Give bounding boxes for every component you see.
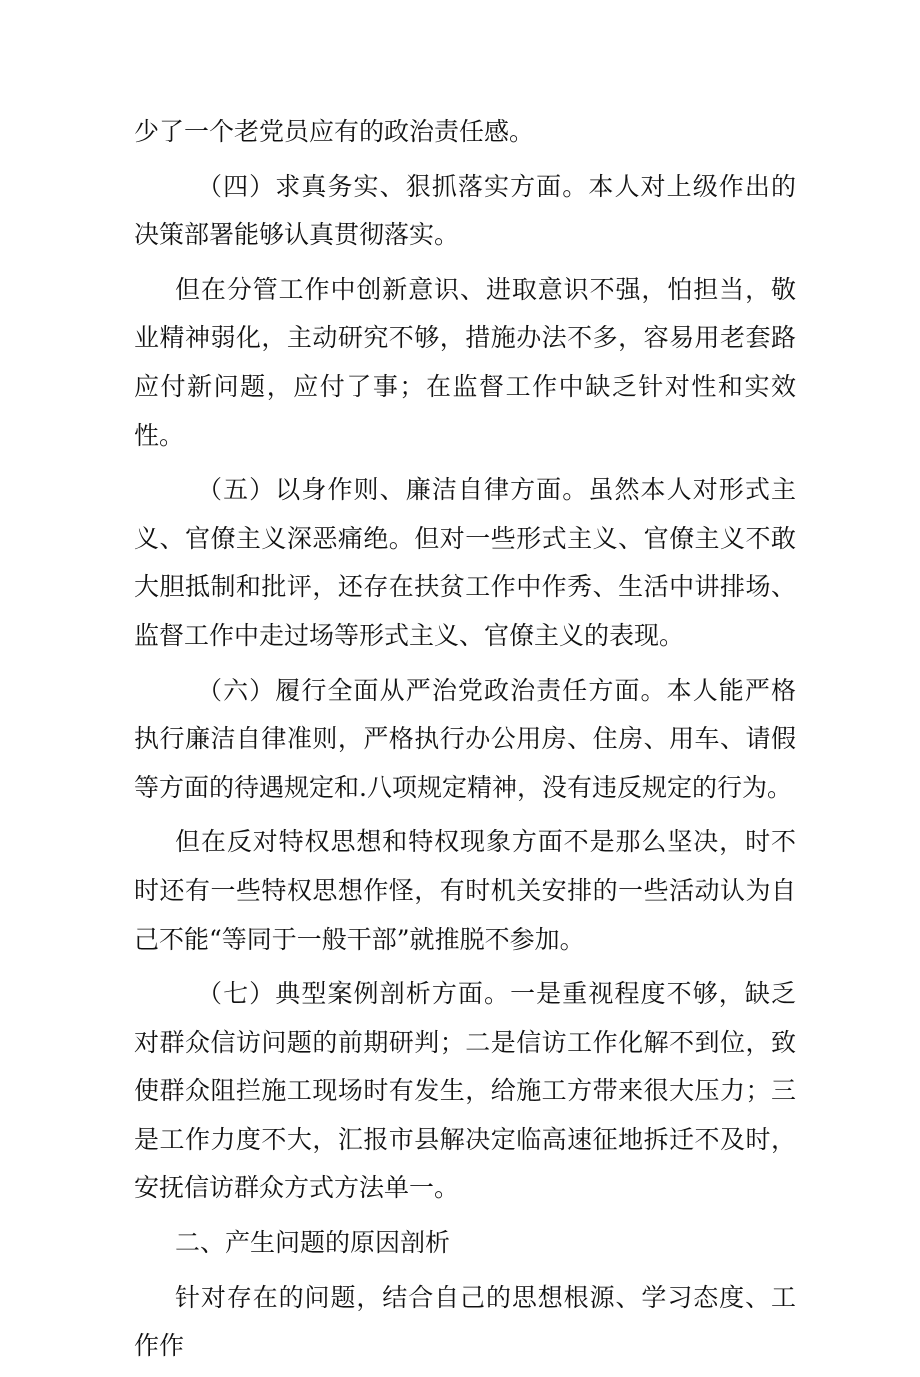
paragraph-continuation: 少了一个老党员应有的政治责任感。	[134, 117, 535, 146]
paragraph-section-four-detail: 但在分管工作中创新意识、进取意识不强，怕担当，敬业精神弱化，主动研究不够，措施办法不多，容易用老套路应付新问题，应付了事；在监督工作中缺乏针对性和实效性。	[134, 274, 796, 450]
paragraph-section-four: （四）求真务实、狠抓落实方面。本人对上级作出的决策部署能够认真贯彻落实。	[134, 171, 796, 250]
paragraph-section-five: （五）以身作则、廉洁自律方面。虽然本人对形式主义、官僚主义深恶痛绝。但对一些形式主义、官僚主义不敢大胆抵制和批评，还存在扶贫工作中作秀、生活中讲排场、监督工作中走过场等形式主义、官僚主义的表现。	[134, 475, 796, 650]
paragraph-cause-analysis: 针对存在的问题，结合自己的思想根源、学习态度、工作作	[134, 1282, 796, 1361]
document-body	[134, 108, 796, 1377]
paragraph-section-seven: （七）典型案例剖析方面。一是重视程度不够，缺乏对群众信访问题的前期研判；二是信访工作化解不到位，致使群众阻拦施工现场时有发生，给施工方带来很大压力；三是工作力度不大，汇报市县解决定临高速征地拆迁不及时，安抚信访群众方式方法单一。	[134, 979, 796, 1203]
paragraph-section-six: （六）履行全面从严治党政治责任方面。本人能严格执行廉洁自律准则，严格执行办公用房、住房、用车、请假等方面的待遇规定和.八项规定精神，没有违反规定的行为。	[134, 675, 796, 802]
section-heading-two: 二、产生问题的原因剖析	[175, 1228, 451, 1258]
paragraph-section-six-detail: 但在反对特权思想和特权现象方面不是那么坚决，时不时还有一些特权思想作怪，有时机关安排的一些活动认为自己不能“等同于一般干部”就推脱不参加。	[134, 827, 796, 954]
